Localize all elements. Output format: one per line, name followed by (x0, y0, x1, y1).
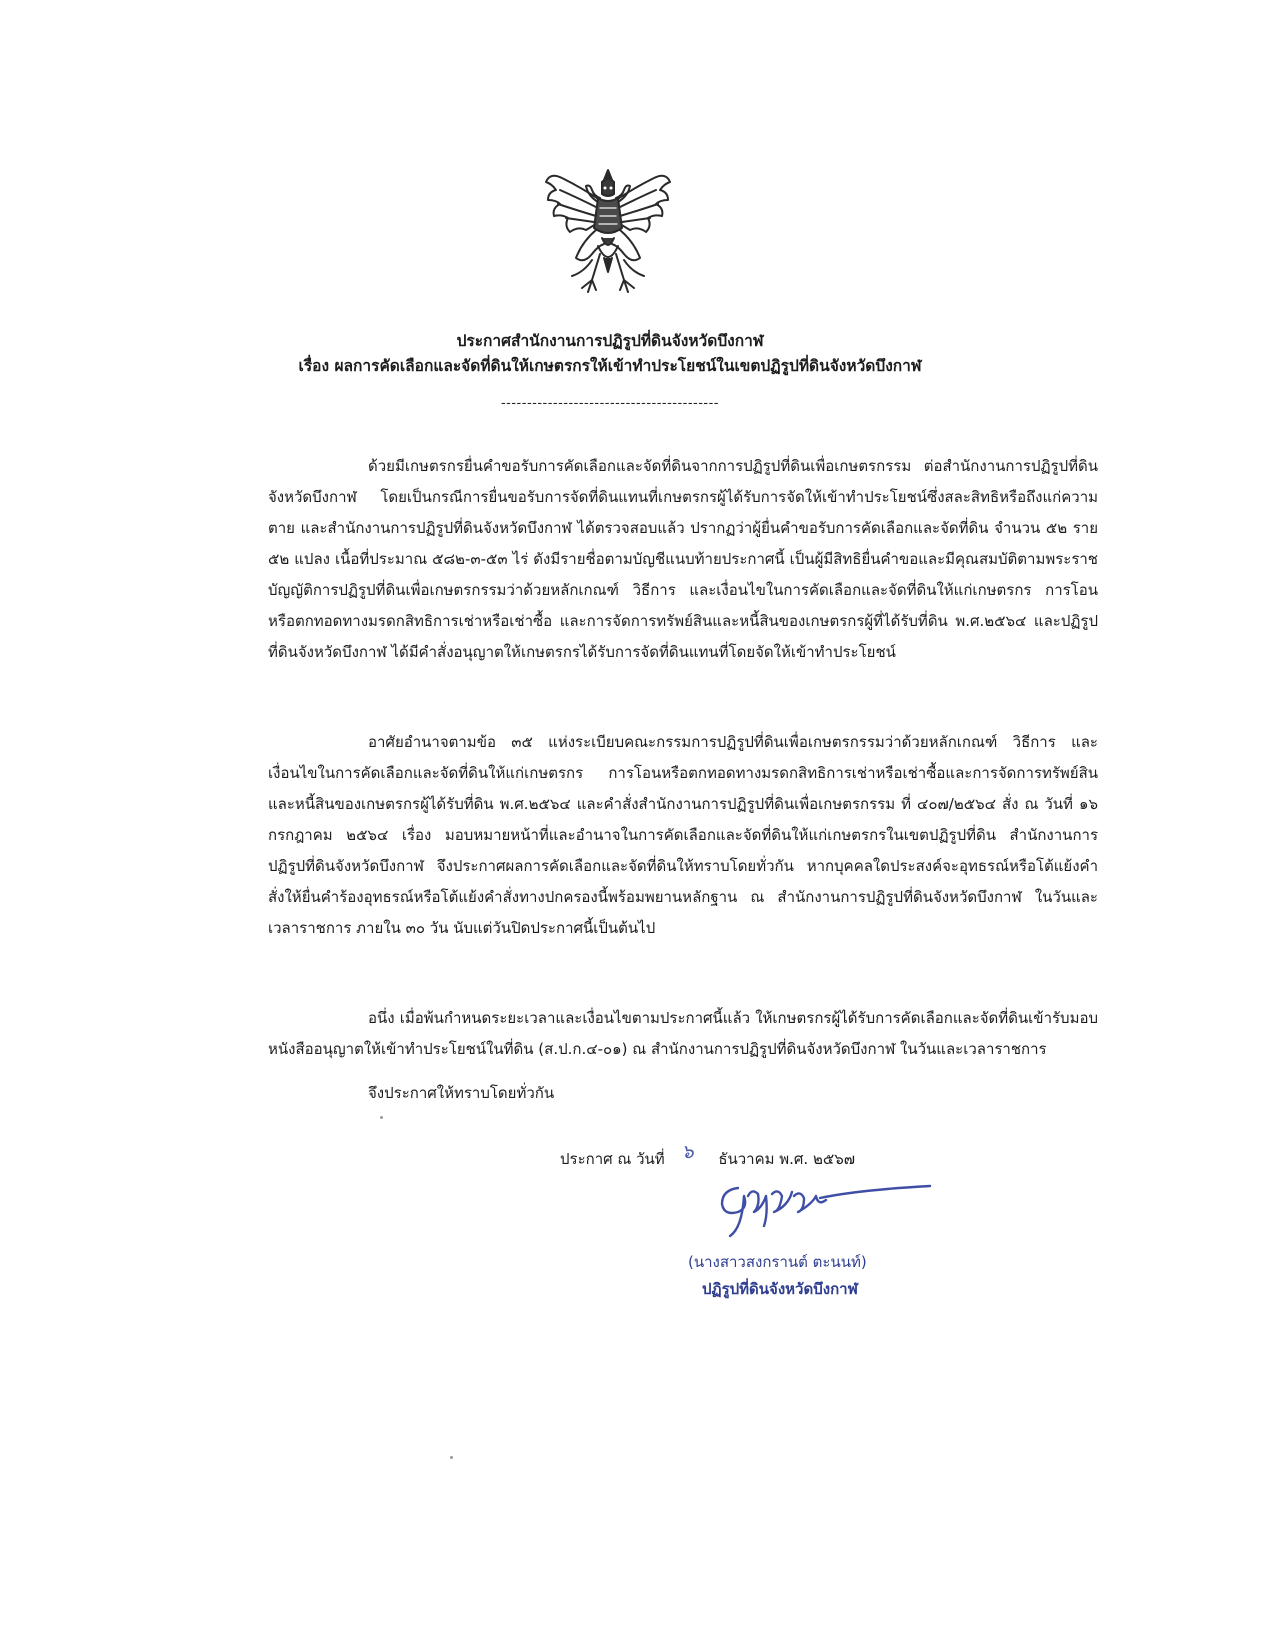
body-paragraph-3: อนึ่ง เมื่อพ้นกำหนดระยะเวลาและเงื่อนไขตามประกาศนี้แล้ว ให้เกษตรกรผู้ได้รับการคัดเลือกและจัดที่ดินเข้ารับมอบหนังสืออนุญาตให้เข้าทำประโยชน์ในที่ดิน (ส.ป.ก.๔-๐๑) ณ สำนักงานการปฏิรูปที่ดินจังหวัดบึงกาฬ ในวันและเวลาราชการ (268, 1009, 1098, 1058)
announcement-subject: เรื่อง ผลการคัดเลือกและจัดที่ดินให้เกษตรกรให้เข้าทำประโยชน์ในเขตปฏิรูปที่ดินจังหวัดบึงกาฬ (298, 357, 922, 375)
date-day-handwritten: ๖ (681, 1141, 694, 1163)
signer-position: ปฏิรูปที่ดินจังหวัดบึงกาฬ (702, 1280, 858, 1298)
document-page (110, 66, 1110, 1556)
handwritten-signature (708, 1166, 938, 1246)
garuda-emblem-icon (542, 168, 674, 294)
scan-speck (450, 1456, 453, 1459)
signer-name: (นางสาวสงกรานต์ ตะนนท์) (688, 1253, 867, 1271)
body-paragraph-1: ด้วยมีเกษตรกรยื่นคำขอรับการคัดเลือกและจัดที่ดินจากการปฏิรูปที่ดินเพื่อเกษตรกรรม ต่อสำนักงานการปฏิรูปที่ดินจังหวัดบึงกาฬ โดยเป็นกรณีการยื่นขอรับการจัดที่ดินแทนที่เกษตรกรผู้ได้รับการจัดให้เข้าทำประโยชน์ซึ่งสละสิทธิหรือถึงแก่ความตาย และสำนักงานการปฏิรูปที่ดินจังหวัดบึงกาฬ ได้ตรวจสอบแล้ว ปรากฏว่าผู้ยื่นคำขอรับการคัดเลือกและจัดที่ดิน จำนวน ๕๒ ราย ๕๒ แปลง เนื้อที่ประมาณ ๕๘๒-๓-๕๓ ไร่ ดังมีรายชื่อตามบัญชีแนบท้ายประกาศนี้ เป็นผู้มีสิทธิยื่นคำขอและมีคุณสมบัติตามพระราชบัญญัติการปฏิรูปที่ดินเพื่อเกษตรกรรมว่าด้วยหลักเกณฑ์ วิธีการ และเงื่อนไขในการคัดเลือกและจัดที่ดินให้แก่เกษตรกร การโอนหรือตกทอดทางมรดกสิทธิการเช่าหรือเช่าซื้อ และการจัดการทรัพย์สินและหนี้สินของเกษตรกรผู้ที่ได้รับที่ดิน พ.ศ.๒๕๖๔ และปฏิรูปที่ดินจังหวัดบึงกาฬ ได้มีคำสั่งอนุญาตให้เกษตรกรได้รับการจัดที่ดินแทนที่โดยจัดให้เข้าทำประโยชน์ (268, 457, 1098, 661)
closing-statement: จึงประกาศให้ทราบโดยทั่วกัน (368, 1084, 555, 1102)
announcement-title: ประกาศสำนักงานการปฏิรูปที่ดินจังหวัดบึงกาฬ (456, 332, 764, 350)
date-month-year: ธันวาคม พ.ศ. ๒๕๖๗ (718, 1150, 856, 1168)
body-paragraph-2: อาศัยอำนาจตามข้อ ๓๕ แห่งระเบียบคณะกรรมการปฏิรูปที่ดินเพื่อเกษตรกรรมว่าด้วยหลักเกณฑ์ วิธีการ และเงื่อนไขในการคัดเลือกและจัดที่ดินให้แก่เกษตรกร การโอนหรือตกทอดทางมรดกสิทธิการเช่าหรือเช่าซื้อและการจัดการทรัพย์สินและหนี้สินของเกษตรกรผู้ได้รับที่ดิน พ.ศ.๒๕๖๔ และคำสั่งสำนักงานการปฏิรูปที่ดินเพื่อเกษตรกรรม ที่ ๔๐๗/๒๕๖๔ สั่ง ณ วันที่ ๑๖ กรกฎาคม ๒๕๖๔ เรื่อง มอบหมายหน้าที่และอำนาจในการคัดเลือกและจัดที่ดินให้แก่เกษตรกรในเขตปฏิรูปที่ดิน สำนักงานการปฏิรูปที่ดินจังหวัดบึงกาฬ จึงประกาศผลการคัดเลือกและจัดที่ดินให้ทราบโดยทั่วกัน หากบุคคลใดประสงค์จะอุทธรณ์หรือโต้แย้งคำสั่งให้ยื่นคำร้องอุทธรณ์หรือโต้แย้งคำสั่งทางปกครองนี้พร้อมพยานหลักฐาน ณ สำนักงานการปฏิรูปที่ดินจังหวัดบึงกาฬ ในวันและเวลาราชการ ภายใน ๓๐ วัน นับแต่วันปิดประกาศนี้เป็นต้นไป (268, 733, 1098, 937)
scan-speck (380, 1116, 383, 1119)
date-prefix: ประกาศ ณ วันที่ (560, 1150, 665, 1168)
title-separator: ------------------------------------------ (500, 396, 720, 411)
